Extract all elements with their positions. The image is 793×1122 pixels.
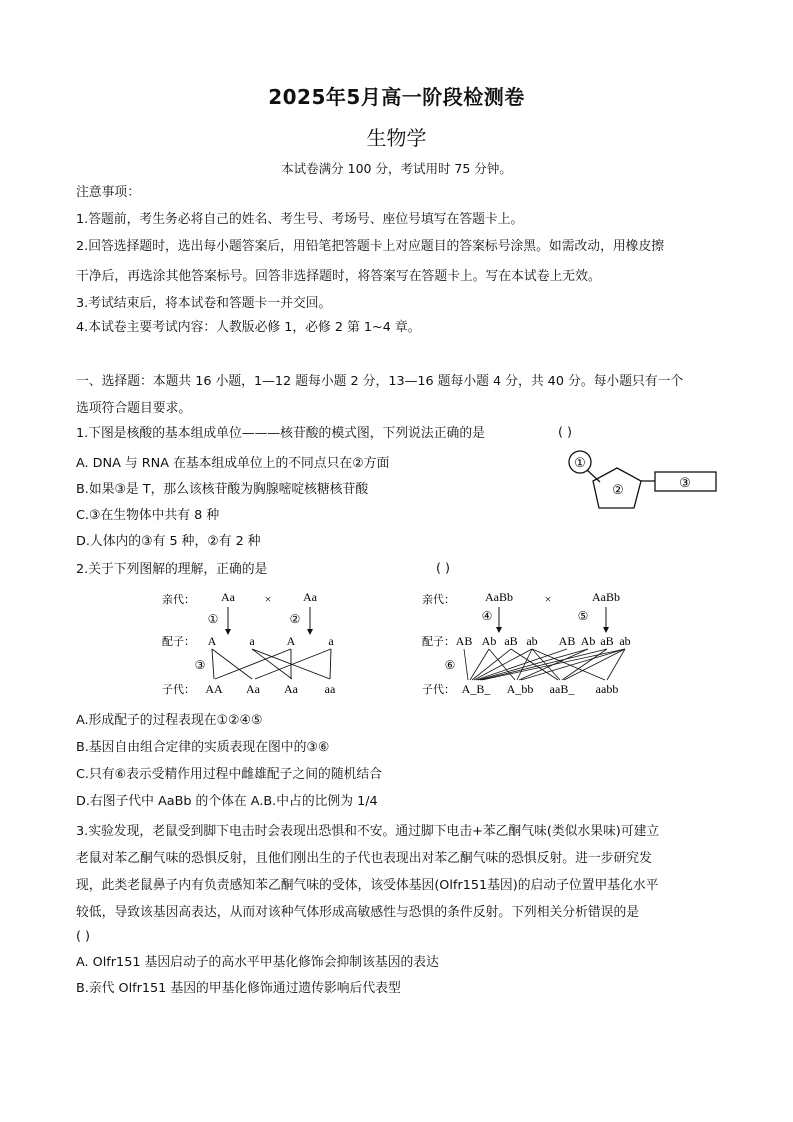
step-5: ⑤ — [577, 609, 589, 623]
q3-stem-line: 老鼠对苯乙酮气味的恐惧反射，且他们刚出生的子代也表现出对苯乙酮气味的恐惧反射。进一步研究发 — [76, 851, 652, 866]
row-label-parents: 亲代： — [422, 593, 455, 606]
parent-genotype: AaBb — [592, 590, 620, 604]
step-3: ③ — [194, 658, 206, 672]
gamete: A — [286, 634, 296, 648]
row-label-offspring: 子代： — [162, 683, 195, 696]
parent-genotype: AaBb — [485, 590, 513, 604]
label-1: ① — [574, 455, 586, 470]
row-label-gametes: 配子： — [422, 635, 455, 648]
row-label-parents: 亲代： — [162, 593, 195, 606]
exam-info: 本试卷满分 100 分，考试用时 75 分钟。 — [281, 161, 512, 176]
offspring-genotype: aa — [324, 682, 336, 696]
notice-item: 3.考试结束后，将本试卷和答题卡一并交回。 — [76, 296, 332, 311]
gamete: Ab — [580, 634, 596, 648]
notice-item: 干净后，再选涂其他答案标号。回答非选择题时，将答案写在答题卡上。写在本试卷上无效。 — [76, 269, 601, 284]
fertilization-arrows — [212, 649, 331, 679]
exam-title: 2025年5月高一阶段检测卷 — [268, 85, 525, 109]
fertilization-arrows — [464, 649, 625, 680]
q2-option-b: B.基因自由组合定律的实质表现在图中的③⑥ — [76, 740, 330, 755]
step-1: ① — [207, 612, 219, 626]
notice-heading: 注意事项： — [76, 185, 140, 200]
row-label-offspring: 子代： — [422, 683, 455, 696]
q3-option-a: A. Olfr151 基因启动子的高水平甲基化修饰会抑制该基因的表达 — [76, 955, 439, 970]
parent-genotype: Aa — [303, 590, 317, 604]
q1-option-d: D.人体内的③有 5 种，②有 2 种 — [76, 534, 261, 549]
q2-stem: 2.关于下列图解的理解，正确的是 — [76, 562, 268, 577]
q3-stem-line: 现，此类老鼠鼻子内有负责感知苯乙酮气味的受体，该受体基因(Olfr151基因)的启动子位置甲基化水平 — [76, 878, 659, 893]
q1-option-c: C.③在生物体中共有 8 种 — [76, 508, 220, 523]
q3-answer-paren: ( ) — [76, 929, 91, 944]
offspring-genotype: aaB_ — [549, 682, 575, 696]
section-intro: 选项符合题目要求。 — [76, 401, 192, 416]
monohybrid-cross-diagram — [160, 585, 350, 700]
offspring-genotype: AA — [205, 682, 223, 696]
q3-option-b: B.亲代 Olfr151 基因的甲基化修饰通过遗传影响后代表型 — [76, 981, 401, 996]
q1-option-b: B.如果③是 T，那么该核苷酸为胸腺嘧啶核糖核苷酸 — [76, 482, 369, 497]
offspring-genotype: aabb — [595, 682, 619, 696]
gamete: aB — [600, 634, 614, 648]
q1-stem: 1.下图是核酸的基本组成单位———核苷酸的模式图，下列说法正确的是 — [76, 426, 485, 441]
gamete: a — [249, 634, 255, 648]
label-2: ② — [612, 482, 624, 497]
q2-option-d: D.右图子代中 AaBb 的个体在 A.B.中占的比例为 1/4 — [76, 794, 378, 809]
gamete: AB — [558, 634, 576, 648]
cross-symbol: × — [264, 592, 272, 606]
subject-title: 生物学 — [366, 126, 427, 150]
notice-item: 4.本试卷主要考试内容：人教版必修 1，必修 2 第 1~4 章。 — [76, 320, 421, 335]
gamete: a — [328, 634, 334, 648]
notice-item: 2.回答选择题时，选出每小题答案后，用铅笔把答题卡上对应题目的答案标号涂黑。如需改动，用橡皮擦 — [76, 239, 665, 254]
gamete: ab — [619, 634, 631, 648]
q2-option-c: C.只有⑥表示受精作用过程中雌雄配子之间的随机结合 — [76, 767, 383, 782]
nucleotide-diagram — [562, 448, 724, 514]
q3-stem-line: 较低，导致该基因高表达，从而对该种气体形成高敏感性与恐惧的条件反射。下列相关分析错误的是 — [76, 905, 640, 920]
q2-answer-paren: ( ) — [436, 561, 451, 576]
cross-symbol: × — [544, 592, 552, 606]
label-3: ③ — [679, 475, 691, 490]
row-label-gametes: 配子： — [162, 635, 195, 648]
offspring-genotype: Aa — [284, 682, 298, 696]
gamete: Ab — [481, 634, 497, 648]
dihybrid-cross-diagram — [420, 585, 645, 700]
step-6: ⑥ — [444, 658, 456, 672]
section-intro: 一、选择题：本题共 16 小题，1—12 题每小题 2 分，13—16 题每小题 4 分，共 40 分。每小题只有一个 — [76, 374, 684, 389]
q1-option-a: A. DNA 与 RNA 在基本组成单位上的不同点只在②方面 — [76, 456, 390, 471]
step-4: ④ — [481, 609, 493, 623]
offspring-genotype: A_bb — [506, 682, 534, 696]
q3-stem-line: 3.实验发现，老鼠受到脚下电击时会表现出恐惧和不安。通过脚下电击+苯乙酮气味(类似水果味)可建立 — [76, 824, 660, 839]
offspring-genotype: A_B_ — [461, 682, 491, 696]
step-2: ② — [289, 612, 301, 626]
notice-item: 1.答题前，考生务必将自己的姓名、考生号、考场号、座位号填写在答题卡上。 — [76, 212, 524, 227]
q2-option-a: A.形成配子的过程表现在①②④⑤ — [76, 713, 263, 728]
offspring-genotype: Aa — [246, 682, 260, 696]
gamete: AB — [455, 634, 473, 648]
parent-genotype: Aa — [221, 590, 235, 604]
gamete: aB — [504, 634, 518, 648]
q1-answer-paren: ( ) — [558, 425, 573, 440]
gamete: A — [207, 634, 217, 648]
gamete: ab — [526, 634, 538, 648]
